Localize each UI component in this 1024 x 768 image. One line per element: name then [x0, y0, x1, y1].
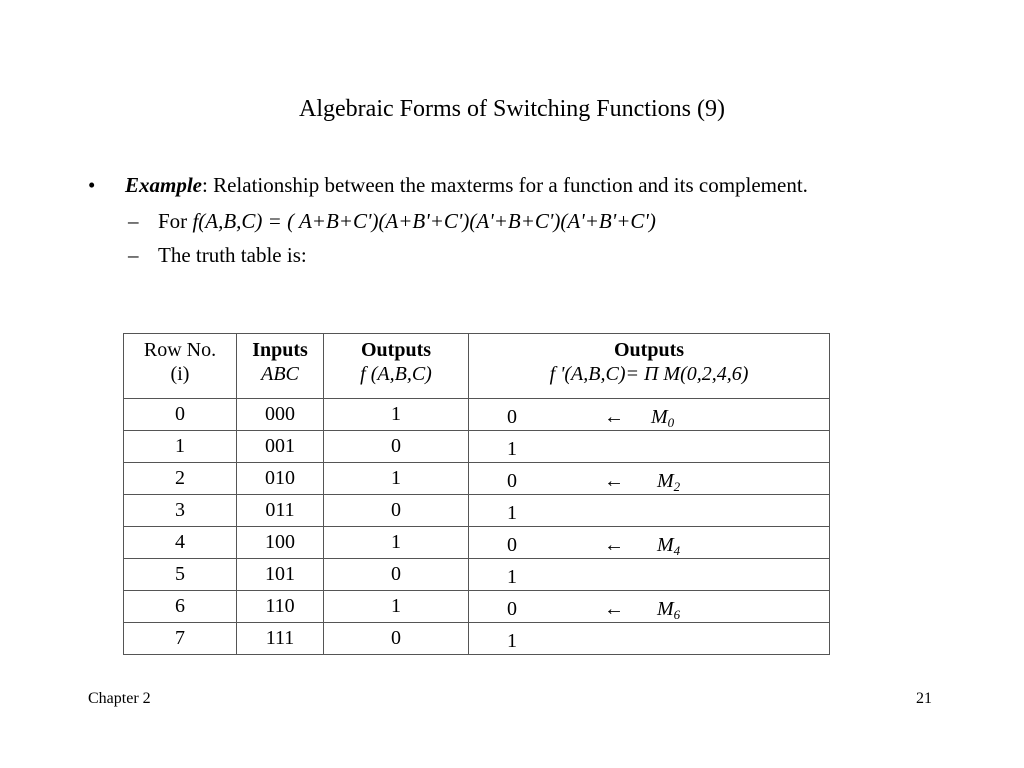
cell-output-f-text: 1	[391, 595, 401, 617]
cell-inputs-text: 011	[265, 499, 295, 521]
table-intro: The truth table is:	[158, 243, 307, 267]
bullet-text	[125, 170, 848, 200]
cell-output-f	[324, 463, 469, 495]
cell-row-no-text: 0	[175, 403, 185, 425]
cell-row-no-text: 6	[175, 595, 185, 617]
table-row	[124, 495, 830, 527]
cell-row-no	[124, 399, 237, 431]
cell-row-no	[124, 623, 237, 655]
left-arrow-icon: ←	[604, 470, 624, 492]
cell-output-f-text: 0	[391, 435, 401, 457]
dash-marker: –	[128, 243, 139, 267]
maxterm-index: 4	[673, 543, 681, 558]
table-header-row	[124, 334, 830, 399]
cell-row-no-text: 2	[175, 467, 185, 489]
cell-output-f	[324, 495, 469, 527]
bullet-dot: •	[88, 173, 96, 197]
cell-output-f	[324, 623, 469, 655]
header-outputs-fc-line1: Outputs	[613, 339, 685, 361]
cell-output-f-text: 0	[391, 563, 401, 585]
cell-output-f	[324, 527, 469, 559]
cell-inputs-text: 111	[265, 627, 295, 649]
header-outputs-f-line1: Outputs	[360, 339, 432, 361]
cell-inputs	[237, 591, 324, 623]
cell-row-no-text: 3	[175, 499, 185, 521]
cell-row-no-text: 5	[175, 563, 185, 585]
cell-output-fc	[469, 431, 830, 463]
bullet-example	[88, 170, 848, 200]
maxterm-index: 6	[673, 607, 681, 622]
cell-inputs	[237, 463, 324, 495]
maxterm-letter: M	[657, 470, 674, 492]
maxterm-letter: M	[651, 406, 668, 428]
cell-output-f-text: 0	[391, 499, 401, 521]
cell-inputs-text: 010	[265, 467, 295, 489]
truth-table	[123, 333, 830, 655]
cell-output-f	[324, 559, 469, 591]
cell-row-no-text: 1	[175, 435, 185, 457]
header-row-no-line2: (i)	[170, 363, 190, 385]
fc-value: 1	[507, 502, 517, 524]
cell-inputs	[237, 527, 324, 559]
cell-inputs	[237, 623, 324, 655]
footer-page-number: 21	[916, 690, 932, 707]
table-row	[124, 623, 830, 655]
cell-inputs	[237, 559, 324, 591]
maxterm-index: 2	[673, 479, 681, 494]
cell-inputs-text: 000	[265, 403, 295, 425]
cell-inputs-text: 100	[265, 531, 295, 553]
table-row	[124, 527, 830, 559]
fc-value: 0	[507, 470, 517, 492]
header-outputs-f	[324, 334, 469, 399]
fc-value: 0	[507, 598, 517, 620]
left-arrow-icon: ←	[604, 406, 624, 428]
bullet-label: Example	[125, 173, 202, 197]
left-arrow-icon: ←	[604, 534, 624, 556]
maxterm-letter: M	[657, 534, 674, 556]
header-row-no	[124, 334, 237, 399]
bullet-body: : Relationship between the maxterms for a function and its complement.	[202, 173, 808, 197]
cell-inputs-text: 110	[265, 595, 295, 617]
cell-inputs	[237, 495, 324, 527]
header-outputs-fc	[469, 334, 830, 399]
fc-value: 0	[507, 534, 517, 556]
cell-output-f-text: 1	[391, 531, 401, 553]
fc-value: 1	[507, 566, 517, 588]
cell-output-fc	[469, 591, 830, 623]
cell-row-no-text: 7	[175, 627, 185, 649]
cell-row-no	[124, 527, 237, 559]
cell-inputs-text: 001	[265, 435, 295, 457]
cell-output-f	[324, 431, 469, 463]
maxterm-letter: M	[657, 598, 674, 620]
header-inputs-line2: ABC	[261, 363, 299, 385]
footer-chapter: Chapter 2	[88, 690, 151, 707]
sub-bullet-table-intro	[128, 242, 848, 268]
table-row	[124, 463, 830, 495]
table-row	[124, 591, 830, 623]
cell-inputs	[237, 399, 324, 431]
cell-row-no	[124, 463, 237, 495]
cell-output-f-text: 1	[391, 403, 401, 425]
cell-output-f-text: 1	[391, 467, 401, 489]
cell-output-f-text: 0	[391, 627, 401, 649]
cell-output-fc	[469, 495, 830, 527]
maxterm-index: 0	[667, 415, 675, 430]
cell-output-f	[324, 399, 469, 431]
cell-row-no	[124, 559, 237, 591]
table-row	[124, 559, 830, 591]
cell-output-fc	[469, 399, 830, 431]
cell-inputs-text: 101	[265, 563, 295, 585]
table-row	[124, 431, 830, 463]
formula-expression: f(A,B,C) = ( A+B+C')(A+B'+C')(A'+B+C')(A'+B'+C')	[192, 209, 656, 233]
cell-output-fc	[469, 623, 830, 655]
cell-output-fc	[469, 463, 830, 495]
formula-prefix: For	[158, 209, 193, 233]
sub-bullet-formula	[128, 208, 848, 234]
cell-row-no-text: 4	[175, 531, 185, 553]
formula-line	[158, 208, 656, 234]
slide-title: Algebraic Forms of Switching Functions (9)	[299, 96, 725, 122]
header-inputs	[237, 334, 324, 399]
cell-row-no	[124, 591, 237, 623]
cell-row-no	[124, 431, 237, 463]
cell-output-fc	[469, 527, 830, 559]
header-outputs-f-line2: f (A,B,C)	[360, 363, 432, 385]
fc-value: 0	[507, 406, 517, 428]
truth-table-body	[124, 399, 830, 655]
cell-inputs	[237, 431, 324, 463]
cell-output-f	[324, 591, 469, 623]
dash-marker: –	[128, 209, 139, 233]
bullet-block	[88, 170, 848, 268]
fc-value: 1	[507, 438, 517, 460]
cell-row-no	[124, 495, 237, 527]
header-inputs-line1: Inputs	[252, 339, 308, 361]
cell-output-fc	[469, 559, 830, 591]
header-outputs-fc-line2: f '(A,B,C)= Π M(0,2,4,6)	[549, 363, 749, 385]
table-row	[124, 399, 830, 431]
fc-value: 1	[507, 630, 517, 652]
left-arrow-icon: ←	[604, 598, 624, 620]
header-row-no-line1: Row No.	[143, 339, 217, 361]
